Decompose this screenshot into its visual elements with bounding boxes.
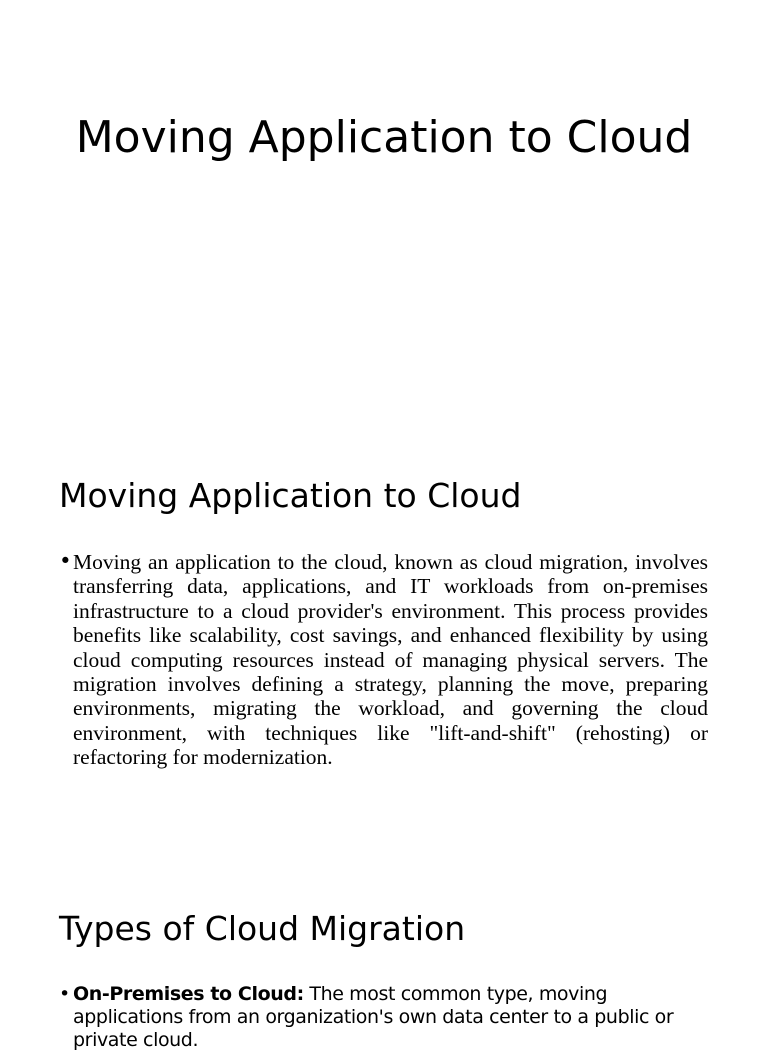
overview-slide-heading: Moving Application to Cloud (59, 476, 522, 515)
migration-type-term: On-Premises to Cloud: (73, 983, 304, 1005)
types-bullet-list (59, 983, 708, 1052)
overview-bullet-text: Moving an application to the cloud, known as cloud migration, involves transferring data, applications, and IT workloads from on-premises infrastructure to a cloud provider's environment. This process provides benefits like scalability, cost savings, and enhanced flexibility by using cloud computing resources instead of managing physical servers. The migration involves defining a strategy, planning the move, preparing environments, migrating the workload, and governing the cloud environment, with techniques like "lift-and-shift" (rehosting) or refactoring for modernization. (73, 550, 708, 770)
bullet-icon: • (59, 549, 72, 574)
overview-bullet-list (59, 550, 708, 770)
list-item (59, 983, 708, 1052)
types-slide-heading: Types of Cloud Migration (59, 909, 466, 948)
bullet-icon: • (59, 983, 70, 1005)
list-item (59, 550, 708, 770)
title-slide-title: Moving Application to Cloud (75, 112, 693, 163)
migration-type-description: The most common type, moving applications from an organization's own data center to a public or private cloud. (73, 983, 674, 1051)
